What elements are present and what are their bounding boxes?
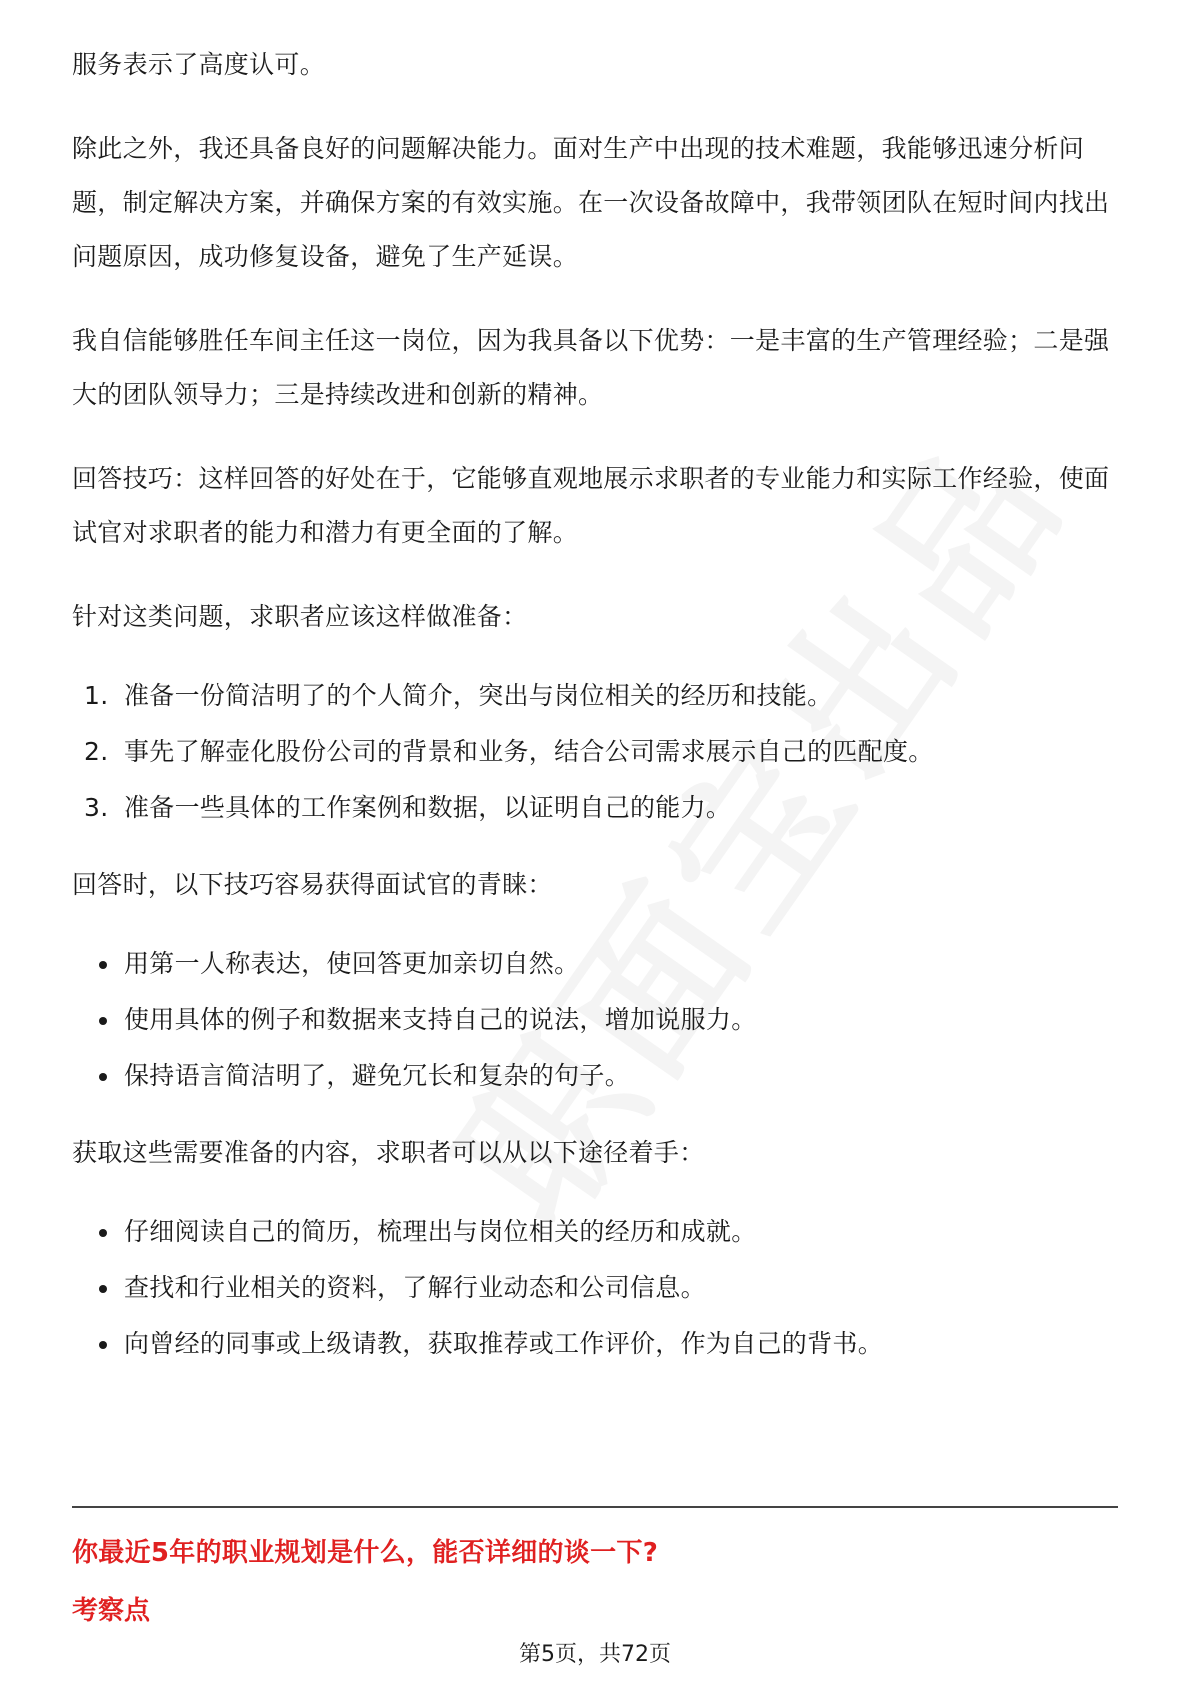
page-footer: 第5页，共72页	[519, 1642, 671, 1667]
list-item	[72, 992, 1118, 1048]
list-item	[72, 724, 1118, 780]
list-number: 3.	[84, 793, 109, 822]
list-item	[72, 668, 1118, 724]
list-item-text: 使用具体的例子和数据来支持自己的说法，增加说服力。	[124, 1005, 757, 1034]
preparation-list	[72, 668, 1118, 836]
list-item	[72, 1316, 1118, 1372]
answer-tip-paragraph: 回答技巧：这样回答的好处在于，它能够直观地展示求职者的专业能力和实际工作经验，使面试官对求职者的能力和潜力有更全面的了解。	[72, 464, 1110, 547]
sources-list	[72, 1204, 1118, 1372]
list-number: 2.	[84, 737, 109, 766]
bullet-icon	[99, 1017, 107, 1025]
list-item	[72, 936, 1118, 992]
list-item-text: 事先了解壶化股份公司的背景和业务，结合公司需求展示自己的匹配度。	[124, 737, 934, 766]
section-divider	[72, 1506, 1118, 1508]
sources-intro: 获取这些需要准备的内容，求职者可以从以下途径着手：	[72, 1138, 705, 1167]
list-item	[72, 1260, 1118, 1316]
paragraph: 除此之外，我还具备良好的问题解决能力。面对生产中出现的技术难题，我能够迅速分析问题，制定解决方案，并确保方案的有效实施。在一次设备故障中，我带领团队在短时间内找出问题原因，成功修复设备，避免了生产延误。	[72, 134, 1110, 271]
paragraph: 服务表示了高度认可。	[72, 50, 326, 79]
list-item-text: 用第一人称表达，使回答更加亲切自然。	[124, 949, 580, 978]
list-number: 1.	[84, 681, 109, 710]
list-item	[72, 1204, 1118, 1260]
preparation-intro: 针对这类问题，求职者应该这样做准备：	[72, 602, 528, 631]
paragraph: 我自信能够胜任车间主任这一岗位，因为我具备以下优势：一是丰富的生产管理经验；二是强大的团队领导力；三是持续改进和创新的精神。	[72, 326, 1110, 409]
tips-intro: 回答时，以下技巧容易获得面试官的青睐：	[72, 870, 553, 899]
list-item-text: 向曾经的同事或上级请教，获取推荐或工作评价，作为自己的背书。	[124, 1329, 884, 1358]
list-item	[72, 1048, 1118, 1104]
section-label: 考察点	[72, 1596, 151, 1626]
list-item-text: 准备一份简洁明了的个人简介，突出与岗位相关的经历和技能。	[124, 681, 833, 710]
list-item-text: 保持语言简洁明了，避免冗长和复杂的句子。	[124, 1061, 631, 1090]
list-item	[72, 780, 1118, 836]
bullet-icon	[99, 1073, 107, 1081]
list-item-text: 查找和行业相关的资料，了解行业动态和公司信息。	[124, 1273, 706, 1302]
list-item-text: 准备一些具体的工作案例和数据，以证明自己的能力。	[124, 793, 732, 822]
next-question-heading: 你最近5年的职业规划是什么，能否详细的谈一下?	[72, 1538, 659, 1568]
bullet-icon	[99, 1229, 107, 1237]
document-body	[72, 38, 1118, 1394]
tips-list	[72, 936, 1118, 1104]
bullet-icon	[99, 1341, 107, 1349]
bullet-icon	[99, 1285, 107, 1293]
list-item-text: 仔细阅读自己的简历，梳理出与岗位相关的经历和成就。	[124, 1217, 757, 1246]
bullet-icon	[99, 961, 107, 969]
